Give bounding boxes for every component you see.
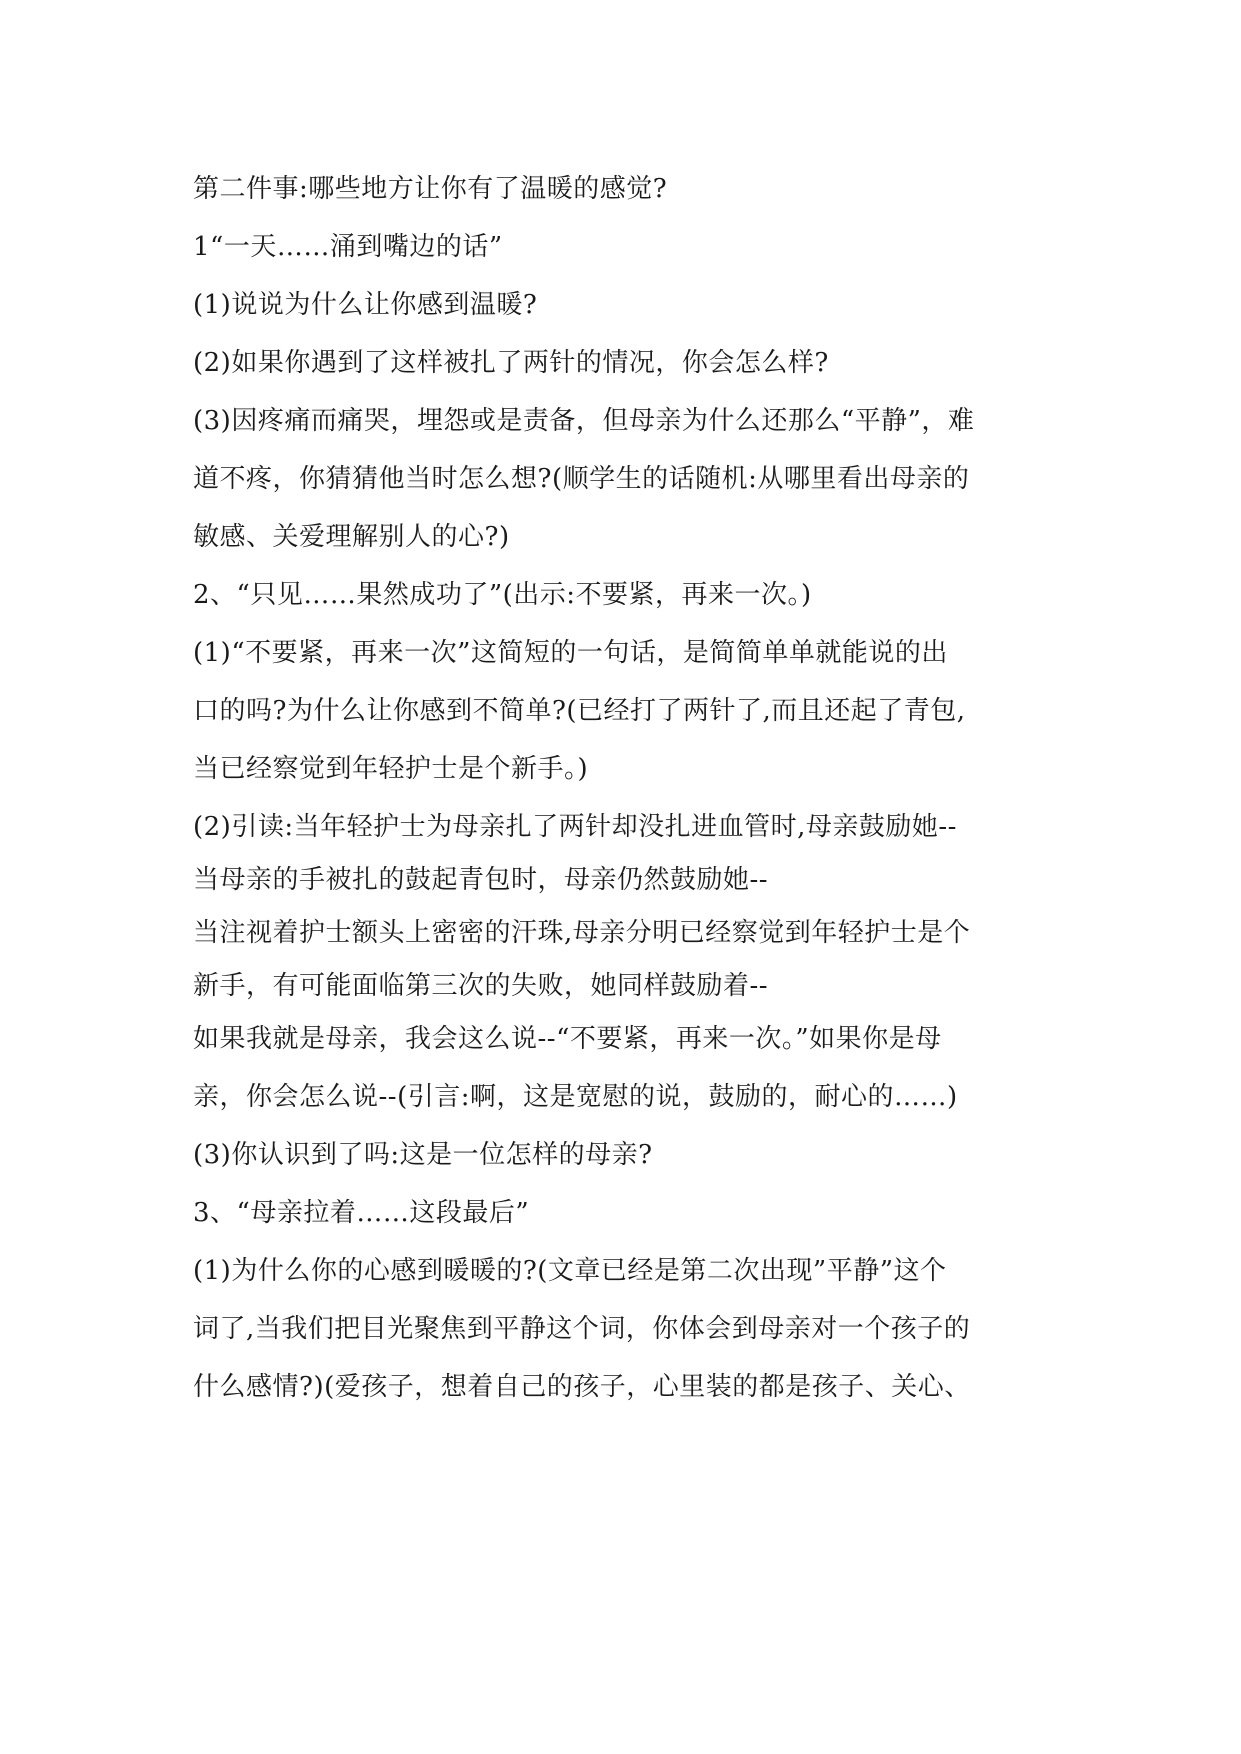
- text-line: 口的吗?为什么让你感到不简单?(已经打了两针了,而且还起了青包,: [193, 696, 966, 726]
- text-line: 敏感、关爱理解别人的心?): [193, 522, 510, 552]
- text-line: 2、“只见……果然成功了”(出示:不要紧，再来一次。): [193, 580, 812, 610]
- text-line: (3)因疼痛而痛哭，埋怨或是责备，但母亲为什么还那么“平静”，难: [193, 406, 975, 436]
- text-line: 当母亲的手被扎的鼓起青包时，母亲仍然鼓励她--: [193, 865, 769, 895]
- text-line: 亲，你会怎么说--(引言:啊，这是宽慰的说，鼓励的，耐心的……): [193, 1082, 958, 1112]
- text-line: 如果我就是母亲，我会这么说--“不要紧，再来一次。”如果你是母: [193, 1024, 942, 1054]
- text-line: (2)如果你遇到了这样被扎了两针的情况，你会怎么样?: [193, 348, 829, 378]
- text-line: 当注视着护士额头上密密的汗珠,母亲分明已经察觉到年轻护士是个: [193, 918, 971, 948]
- text-line: (1)说说为什么让你感到温暖?: [193, 290, 538, 320]
- text-line: 1“一天……涌到嘴边的话”: [193, 232, 503, 262]
- text-line: (1)为什么你的心感到暖暖的?(文章已经是第二次出现”平静”这个: [193, 1256, 947, 1286]
- text-line: 3、“母亲拉着……这段最后”: [193, 1198, 530, 1228]
- text-line: 新手，有可能面临第三次的失败，她同样鼓励着--: [193, 971, 769, 1001]
- text-line: 词了,当我们把目光聚焦到平静这个词，你体会到母亲对一个孩子的: [193, 1314, 971, 1344]
- text-line: 道不疼，你猜猜他当时怎么想?(顺学生的话随机:从哪里看出母亲的: [193, 464, 970, 494]
- document-body: [193, 160, 1073, 1416]
- text-line: 第二件事:哪些地方让你有了温暖的感觉?: [193, 174, 668, 204]
- text-line: (3)你认识到了吗:这是一位怎样的母亲?: [193, 1140, 653, 1170]
- text-line: (1)“不要紧，再来一次”这简短的一句话，是简简单单就能说的出: [193, 638, 948, 668]
- text-line: 什么感情?)(爱孩子，想着自己的孩子，心里装的都是孩子、关心、: [193, 1372, 971, 1402]
- text-line: (2)引读:当年轻护士为母亲扎了两针却没扎进血管时,母亲鼓励她--: [193, 812, 957, 842]
- text-line: 当已经察觉到年轻护士是个新手。): [193, 754, 589, 784]
